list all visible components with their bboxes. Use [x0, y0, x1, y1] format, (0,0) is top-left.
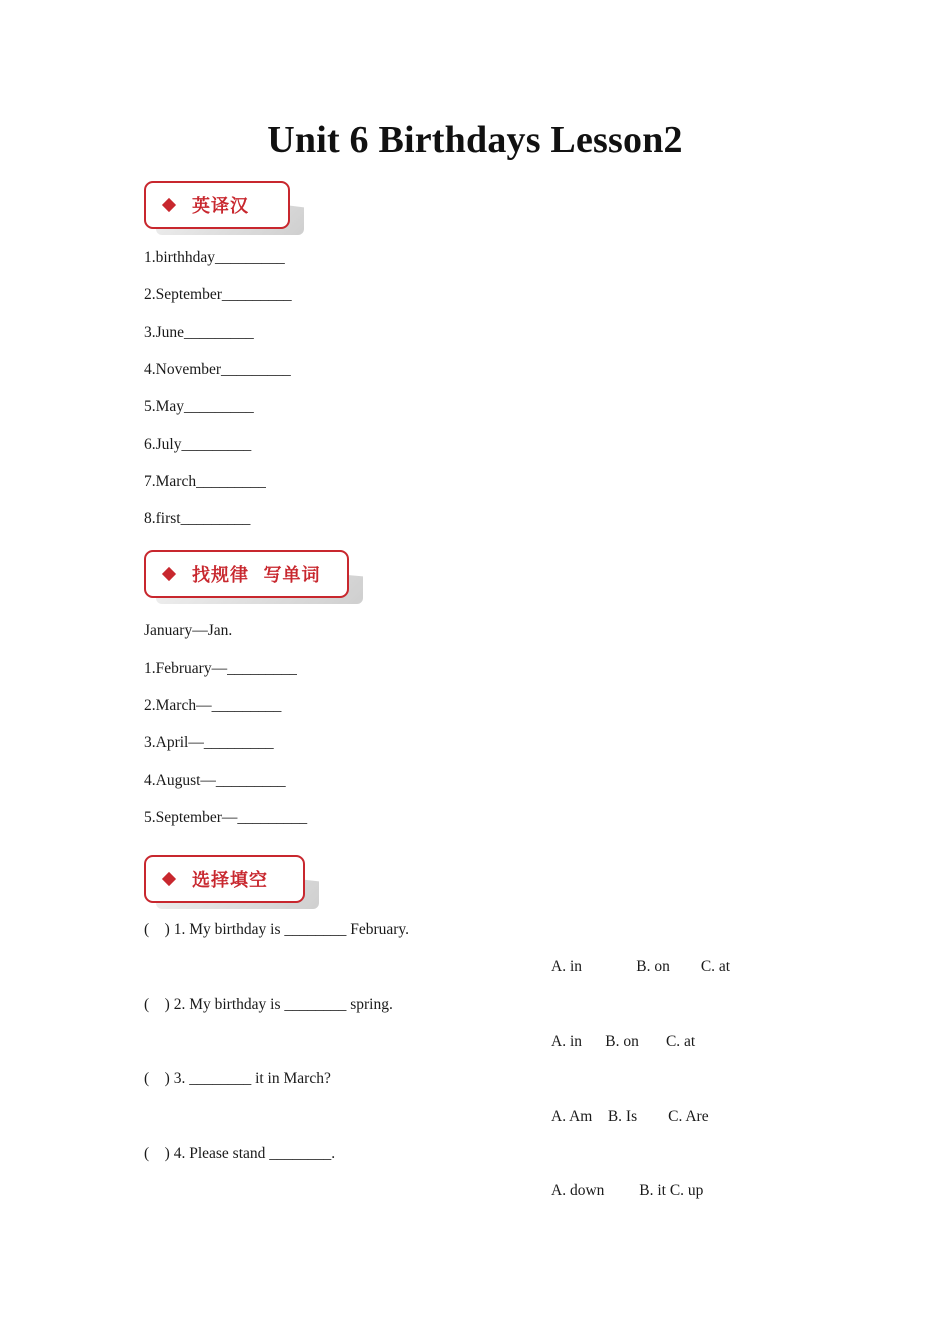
question-text: ( ) 2. My birthday is ________ spring.	[144, 996, 393, 1013]
diamond-bullet-icon	[162, 198, 176, 212]
question-options: A. down B. it C. up	[551, 1182, 704, 1199]
exercise-item: 2.March—_________	[144, 697, 282, 714]
section-header-pattern	[144, 550, 349, 598]
exercise-item: 8.first_________	[144, 510, 251, 527]
exercise-item: 4.November_________	[144, 361, 291, 378]
diamond-bullet-icon	[162, 567, 176, 581]
exercise-item: 1.February—_________	[144, 660, 297, 677]
question-options: A. Am B. Is C. Are	[551, 1108, 709, 1125]
diamond-bullet-icon	[162, 872, 176, 886]
exercise-item: 6.July_________	[144, 436, 252, 453]
example-item: January—Jan.	[144, 622, 233, 639]
question-options: A. in B. on C. at	[551, 958, 731, 975]
exercise-item: 7.March_________	[144, 473, 266, 490]
section-header-translate	[144, 181, 290, 229]
page-title: Unit 6 Birthdays Lesson2	[267, 119, 683, 161]
exercise-item: 1.birthhday_________	[144, 249, 285, 266]
section-title: 找规律 写单词	[192, 565, 321, 586]
exercise-item: 4.August—_________	[144, 772, 286, 789]
question-text: ( ) 1. My birthday is ________ February.	[144, 921, 410, 938]
exercise-item: 3.April—_________	[144, 734, 274, 751]
exercise-item: 5.May_________	[144, 398, 254, 415]
exercise-item: 5.September—_________	[144, 809, 308, 826]
question-text: ( ) 3. ________ it in March?	[144, 1070, 331, 1087]
section-title: 选择填空	[192, 870, 268, 891]
question-options: A. in B. on C. at	[551, 1033, 696, 1050]
exercise-item: 2.September_________	[144, 286, 292, 303]
section-title: 英译汉	[192, 196, 249, 217]
section-header-choice	[144, 855, 305, 903]
question-text: ( ) 4. Please stand ________.	[144, 1145, 336, 1162]
exercise-item: 3.June_________	[144, 324, 254, 341]
